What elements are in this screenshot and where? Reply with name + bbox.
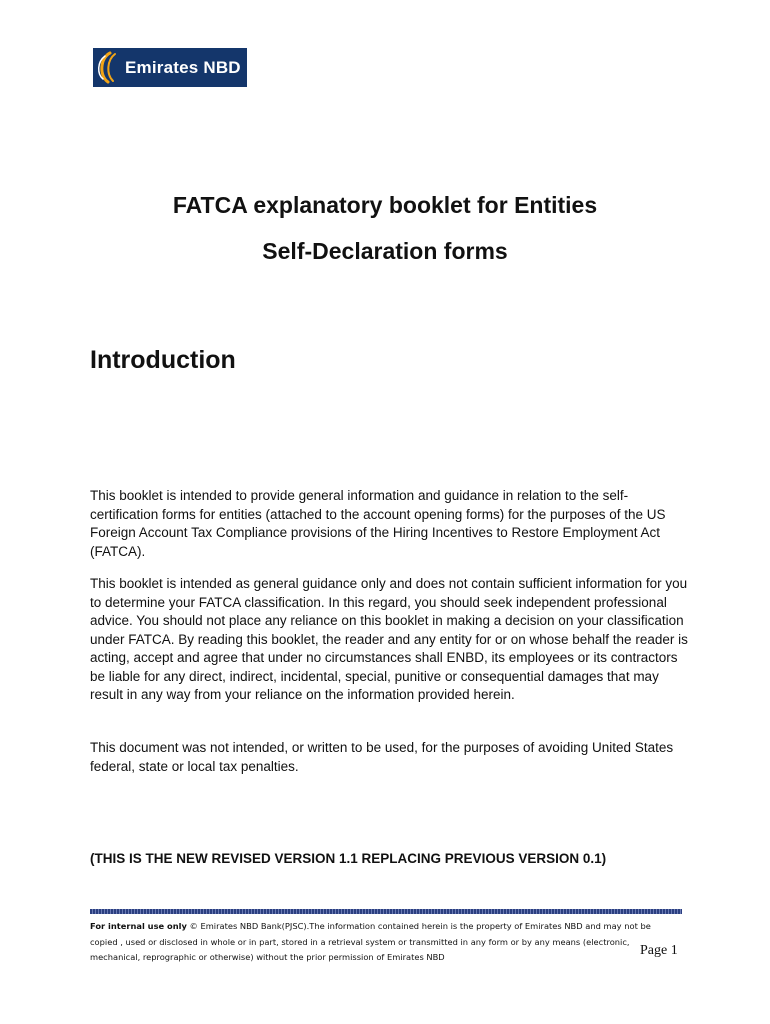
footer-divider bbox=[90, 909, 682, 914]
logo-brand-text: Emirates NBD bbox=[125, 57, 241, 77]
intro-paragraph-3: This document was not intended, or written to be used, for the purposes of avoiding United States federal, state or local tax penalties. bbox=[90, 740, 674, 774]
footer-disclaimer bbox=[90, 919, 680, 966]
brand-mark-icon bbox=[93, 48, 123, 87]
footer-text: © Emirates NBD Bank(PJSC).The information contained herein is the property of Emirates NBD and may not be copied , used or disclosed in whole or in part, stored in a retrieval system or transmitted in any form or by any means (electronic, mechanical, reprographic or otherwise) without the prior permission of Emirates NBD bbox=[90, 921, 651, 962]
document-title: FATCA explanatory booklet for Entities bbox=[172, 192, 598, 218]
version-notice: (THIS IS THE NEW REVISED VERSION 1.1 REPLACING PREVIOUS VERSION 0.1) bbox=[90, 851, 607, 866]
intro-paragraph-1: This booklet is intended to provide general information and guidance in relation to the self-certification forms for entities (attached to the account opening forms) for the purposes of the US Foreign Account Tax Compliance provisions of the Hiring Incentives to Restore Employment Act (FATCA). bbox=[90, 488, 666, 559]
intro-paragraph-2: This booklet is intended as general guidance only and does not contain sufficient information for you to determine your FATCA classification. In this regard, you should seek independent professional advice. You should not place any reliance on this booklet in making a decision on your classification under FATCA. By reading this booklet, the reader and any entity for or on whose behalf the reader is acting, accept and agree that under no circumstances shall ENBD, its employees or its contractors be liable for any direct, indirect, incidental, special, punitive or consequential damages that may result in any way from your reliance on the information provided herein. bbox=[90, 576, 688, 702]
document-subtitle: Self-Declaration forms bbox=[262, 238, 508, 264]
emirates-nbd-logo bbox=[93, 48, 247, 87]
page-number: Page 1 bbox=[640, 943, 678, 958]
section-heading-introduction: Introduction bbox=[90, 346, 236, 374]
footer-label: For internal use only bbox=[90, 921, 187, 931]
